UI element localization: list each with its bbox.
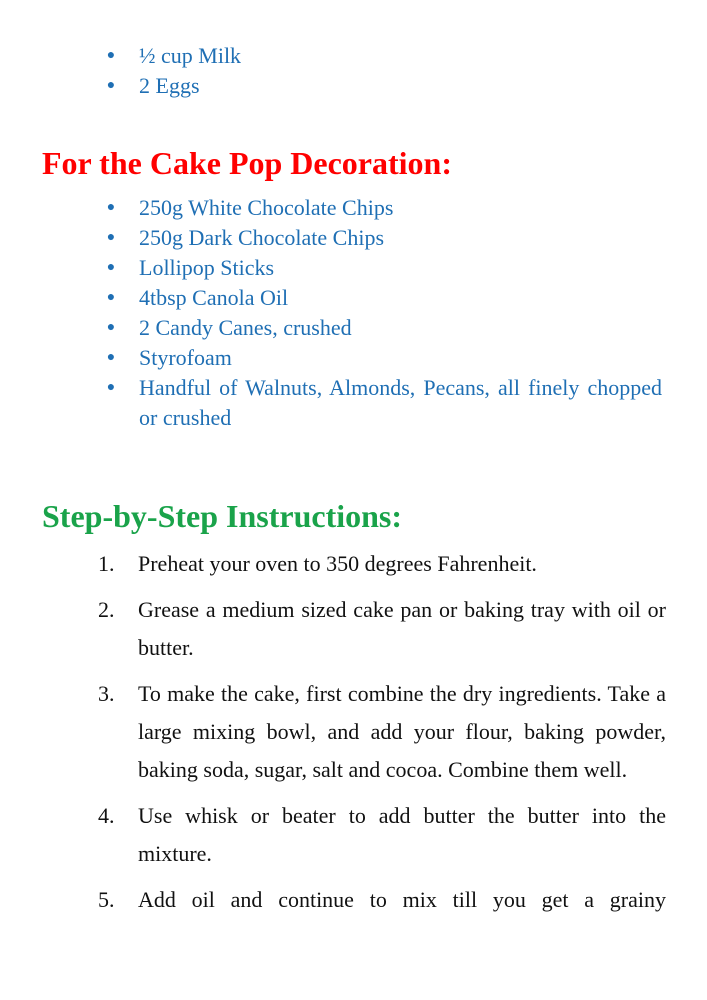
list-item: ● 2 Eggs (0, 71, 707, 101)
instructions-heading: Step-by-Step Instructions: (42, 498, 403, 534)
list-item: ● 250g White Chocolate Chips (0, 193, 707, 223)
step-text: Add oil and continue to mix till you get a grainy (138, 887, 666, 912)
decoration-heading: For the Cake Pop Decoration: (42, 145, 452, 181)
list-item: ● Lollipop Sticks (0, 253, 707, 283)
instruction-step (0, 797, 707, 873)
step-text: To make the cake, first combine the dry ingredients. Take a large mixing bowl, and add your flour, baking powder, baking soda, sugar, salt and cocoa. Combine them well. (138, 681, 666, 782)
step-number: 1. (98, 551, 115, 576)
bullet-icon: ● (106, 260, 116, 275)
decoration-list (0, 193, 707, 433)
step-number: 4. (98, 803, 115, 828)
bullet-icon: ● (106, 78, 116, 93)
list-item: ● 4tbsp Canola Oil (0, 283, 707, 313)
list-item: ● Handful of Walnuts, Almonds, Pecans, all finely chopped or crushed (0, 373, 707, 433)
instructions-list (0, 545, 707, 927)
list-item: ● 250g Dark Chocolate Chips (0, 223, 707, 253)
list-item: ● Styrofoam (0, 343, 707, 373)
bullet-icon: ● (106, 320, 116, 335)
bullet-icon: ● (106, 350, 116, 365)
ingredients-continued-list (0, 41, 707, 101)
list-item: ● ½ cup Milk (0, 41, 707, 71)
bullet-icon: ● (106, 290, 116, 305)
step-text: Grease a medium sized cake pan or baking tray with oil or butter. (138, 597, 666, 660)
step-number: 5. (98, 887, 115, 912)
list-item: ● 2 Candy Canes, crushed (0, 313, 707, 343)
step-number: 3. (98, 681, 115, 706)
instruction-step (0, 591, 707, 667)
step-text: Use whisk or beater to add butter the butter into the mixture. (138, 803, 666, 866)
bullet-icon: ● (106, 200, 116, 215)
instruction-step (0, 545, 707, 583)
instruction-step (0, 675, 707, 789)
bullet-icon: ● (106, 380, 116, 395)
step-text: Preheat your oven to 350 degrees Fahrenheit. (138, 551, 537, 576)
step-number: 2. (98, 597, 115, 622)
bullet-icon: ● (106, 48, 116, 63)
instruction-step (0, 881, 707, 919)
bullet-icon: ● (106, 230, 116, 245)
